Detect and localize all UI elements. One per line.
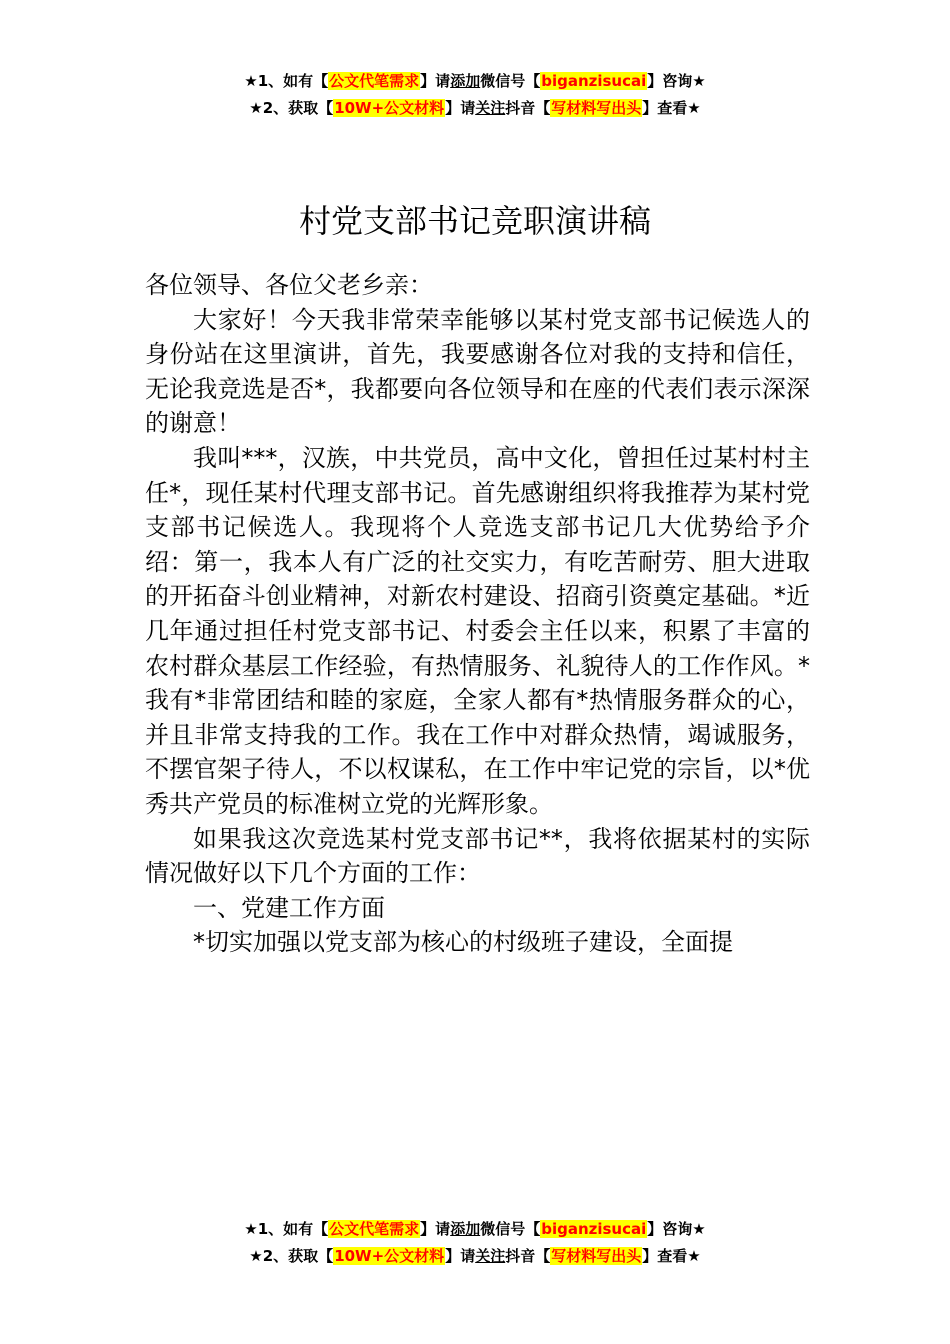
document-title: 村党支部书记竞职演讲稿 [298, 202, 651, 241]
banner-text: 】咨询★ [647, 1220, 706, 1238]
highlight-materials-label: 10W+公文材料 [334, 1247, 445, 1265]
footer-banner-line-2 [0, 1243, 950, 1270]
banner-text: 】请 [445, 99, 476, 117]
document-body [145, 268, 810, 960]
banner-text: 】查看★ [642, 99, 701, 117]
paragraph-introduction: 我叫***，汉族，中共党员，高中文化，曾担任过某村村主任*，现任某村代理支部书记。首先感谢组织将我推荐为某村党支部书记候选人。我现将个人竞选支部书记几大优势给予介绍：第一，我本人有广泛的社交实力，有吃苦耐劳、胆大进取的开拓奋斗创业精神，对新农村建设、招商引资奠定基础。*近几年通过担任村党支部书记、村委会主任以来，积累了丰富的农村群众基层工作经验，有热情服务、礼貌待人的工作作风。*我有*非常团结和睦的家庭，全家人都有*热情服务群众的心，并且非常支持我的工作。我在工作中对群众热情，竭诚服务，不摆官架子待人，不以权谋私，在工作中牢记党的宗旨，以*优秀共产党员的标准树立党的光辉形象。 [145, 443, 810, 818]
paragraph-greeting: 大家好！今天我非常荣幸能够以某村党支部书记候选人的身份站在这里演讲，首先，我要感谢各位对我的支持和信任，无论我竞选是否*，我都要向各位领导和在座的代表们表示深深的谢意！ [145, 305, 810, 438]
header-banner-line-1 [0, 68, 950, 95]
banner-text: 抖音【 [505, 99, 551, 117]
banner-text: 微信号【 [480, 72, 541, 90]
section-heading-party-building: 一、党建工作方面 [193, 893, 385, 922]
paragraph-plan-intro: 如果我这次竞选某村党支部书记**，我将依据某村的实际情况做好以下几个方面的工作： [145, 824, 810, 888]
banner-emphasis: 关注 [475, 99, 506, 117]
highlight-douyin-account: 写材料写出头 [551, 1247, 642, 1265]
banner-text: 】请 [445, 1247, 476, 1265]
banner-text: 】请 [420, 1220, 451, 1238]
banner-text: ★2、获取【 [249, 1247, 334, 1265]
banner-emphasis: 关注 [475, 1247, 506, 1265]
header-banner-line-2 [0, 95, 950, 122]
footer-banner-line-1 [0, 1216, 950, 1243]
banner-text: 】请 [420, 72, 451, 90]
banner-text: ★2、获取【 [249, 99, 334, 117]
banner-text: 】查看★ [642, 1247, 701, 1265]
highlight-douyin-account: 写材料写出头 [551, 99, 642, 117]
banner-emphasis: 添加 [450, 1220, 481, 1238]
banner-text: ★1、如有【 [244, 72, 329, 90]
highlight-wechat-id: biganzisucai [541, 72, 647, 90]
header-banner [0, 68, 950, 122]
banner-text: ★1、如有【 [244, 1220, 329, 1238]
banner-emphasis: 添加 [450, 72, 481, 90]
paragraph-party-building: *切实加强以党支部为核心的村级班子建设，全面提 [193, 928, 733, 957]
highlight-wechat-id: biganzisucai [541, 1220, 647, 1238]
highlight-service-label: 公文代笔需求 [329, 72, 420, 90]
banner-text: 抖音【 [505, 1247, 551, 1265]
footer-banner [0, 1216, 950, 1270]
banner-text: 微信号【 [480, 1220, 541, 1238]
salutation: 各位领导、各位父老乡亲： [145, 271, 433, 299]
highlight-service-label: 公文代笔需求 [329, 1220, 420, 1238]
banner-text: 】咨询★ [647, 72, 706, 90]
highlight-materials-label: 10W+公文材料 [334, 99, 445, 117]
